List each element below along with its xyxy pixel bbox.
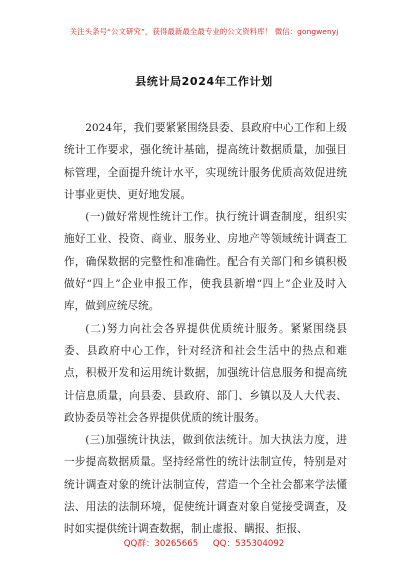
footer-qq-number: QQ：535304092 [212,539,285,549]
paragraph-section-1: (一)做好常规性统计工作。执行统计调查制度，组织实施好工业、投资、商业、服务业、房地产等领域统计调查工作，确保数据的完整性和准确性。配合有关部门和乡镇积极做好“四上”企业申报工作，使我县新增“四上”企业及时入库，做到应统尽统。 [64,211,347,313]
promo-header-text: 关注头条号“公文研究”，获得最新最全最专业的公文资料库！ 微信：gongwenyj [69,27,339,36]
paragraph-section-3: (三)加强统计执法，做到依法统计。加大执法力度，进一步提高数据质量。坚持经常性的统计法制宣传，特别是对统计调查对象的统计法制宣传，营造一个全社会都来学法懂法、用法的法制环境，促使统计调查对象自觉接受调查，及时如实提供统计调查数据，制止虚报、瞒报、拒报、 [64,434,347,536]
footer-qq-group: QQ群：30265665 [123,539,199,549]
document-title: 县统计局2024年工作计划 [135,75,273,88]
document-body [64,117,347,541]
page-footer [0,537,408,549]
paragraph-intro: 2024年，我们要紧紧围绕县委、县政府中心工作和上级统计工作要求，强化统计基础，提高统计数据质量，加强目标管理，全面提升统计水平，实现统计服务优质高效促进统计事业更快、更好地发展。 [64,122,347,201]
paragraph-section-2: (二)努力向社会各界提供优质统计服务。紧紧围绕县委、县政府中心工作，针对经济和社会生活中的热点和难点，积极开发和运用统计数据，加强统计信息服务和提高统计信息质量，向县委、县政府、部门、乡镇以及人大代表、政协委员等社会各界提供优质的统计服务。 [64,322,347,424]
